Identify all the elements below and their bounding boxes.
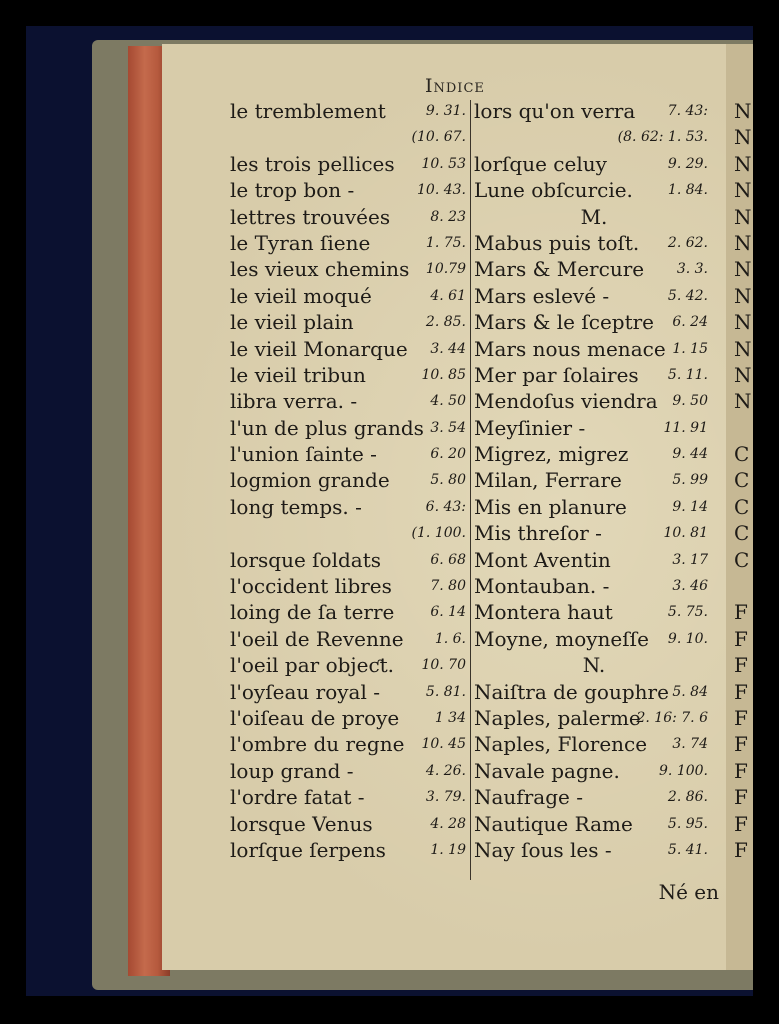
next-page-letter: N [734,362,752,387]
index-reference: 6. 20 [430,446,466,463]
next-page-letter: C [734,468,750,493]
index-entry [474,98,714,124]
index-term: lorſque ſerpens [230,837,386,862]
index-entry [474,731,714,757]
index-term: l'oiſeau de proye [230,705,400,730]
index-entry [230,177,472,203]
index-entry [474,336,714,362]
index-entry [230,731,472,757]
next-page-letter: N [734,336,752,361]
index-term: l'oeil de Revenne [230,626,404,651]
index-reference: 9. 100. [659,762,708,779]
index-term: le vieil moqué [230,283,372,308]
index-reference: 9. 14 [672,498,708,515]
index-term: Mars & le ſceptre [474,310,655,335]
index-reference: 10.79 [425,261,466,278]
index-entry [474,626,714,652]
index-term: les trois pellices [230,151,395,176]
index-term: Mars & Mercure [474,257,645,282]
index-term: Meyſinier - [474,415,586,440]
index-term: logmion grande [230,468,390,493]
index-term: Mabus puis toſt. [474,230,640,255]
index-entry [230,626,472,652]
index-reference: 6. 43: [425,498,466,515]
index-term: l'oeil par objeƈt. [230,653,395,678]
next-page-letter: N [734,151,752,176]
index-reference: 10. 43. [417,182,466,199]
index-reference: 4. 26. [425,762,466,779]
index-reference: 6. 14 [430,604,466,621]
index-entry [230,362,472,388]
index-term: le vieil tribun [230,362,366,387]
letter-heading: M. [580,204,608,229]
index-entry [230,494,472,520]
index-term: l'un de plus grands [230,415,424,440]
index-term: Lune obſcurcie. [474,178,633,203]
index-entry [230,547,472,573]
next-page-letter: N [734,178,752,203]
index-term: loup grand - [230,758,354,783]
index-entry [230,388,472,414]
index-term: Naiſtra de gouphre [474,679,669,704]
next-page-column [734,98,752,863]
index-term: Moyne, moyneſſe [474,626,649,651]
index-entry [474,441,714,467]
index-reference: 5. 95. [667,815,708,832]
index-reference: 5. 84 [672,683,708,700]
index-entry [474,758,714,784]
index-term: le Tyran ſiene [230,230,371,255]
index-reference: 9. 29. [667,155,708,172]
next-page-letter: F [734,785,748,810]
next-page-letter: N [734,257,752,282]
next-page-letter: F [734,837,748,862]
index-term: Naufrage - [474,785,583,810]
index-entry [474,811,714,837]
index-term: le vieil plain [230,310,354,335]
index-entry [230,441,472,467]
index-term: Mis en planure [474,494,627,519]
index-term: lors qu'on verra [474,99,636,123]
next-page-letter: N [734,230,752,255]
next-page-letter: F [734,626,748,651]
index-entry [474,705,714,731]
index-reference: 3. 3. [676,261,708,278]
next-page-letter: F [734,679,748,704]
index-term: l'oyſeau royal - [230,679,380,704]
index-entry [230,230,472,256]
index-entry [474,494,714,520]
index-entry [474,679,714,705]
index-reference: 5. 99 [672,472,708,489]
index-entry [474,415,714,441]
index-entry [230,124,472,150]
index-entry [474,204,714,230]
index-term: loing de ſa terre [230,600,395,625]
index-entry [474,652,714,678]
index-reference: 6. 24 [672,314,708,331]
index-term: Mars eslevé - [474,283,610,308]
index-entry [474,283,714,309]
index-reference: 4. 61 [430,287,466,304]
index-reference: 5. 41. [667,841,708,858]
index-reference: 5. 75. [667,604,708,621]
next-page-letter: C [734,442,750,467]
index-entry [474,151,714,177]
index-entry [474,388,714,414]
index-entry [474,124,714,150]
index-entry [474,309,714,335]
index-reference: 7. 43: [667,103,708,119]
index-entry [474,599,714,625]
index-reference: 7. 80 [430,578,466,595]
index-term: long temps. - [230,494,362,519]
index-term: Nay ſous les - [474,837,612,862]
index-reference: (1. 100. [411,525,466,542]
index-term: Mer par ſolaires [474,362,639,387]
index-reference: 5. 81. [425,683,466,700]
index-reference: 4. 28 [430,815,466,832]
index-entry [474,573,714,599]
next-page-letter: F [734,758,748,783]
index-term: Montauban. - [474,574,610,599]
index-term: l'union ſainte - [230,442,377,467]
index-reference: (8. 62: 1. 53. [617,129,708,146]
next-page-letter: F [734,705,748,730]
index-term: le vieil Monarque [230,336,408,361]
index-reference: 9. 31. [425,103,466,119]
index-entry [474,547,714,573]
index-entry [230,467,472,493]
index-reference: 2. 16: 7. 6 [636,709,708,726]
index-reference: 1. 19 [430,841,466,858]
index-reference: 2. 85. [425,314,466,331]
index-term: l'ordre fatat - [230,785,365,810]
index-reference: (10. 67. [411,129,466,146]
index-reference: 1 34 [434,709,466,726]
index-entry [230,98,472,124]
index-entry [474,256,714,282]
index-reference: 5. 11. [667,366,708,383]
index-term: Mont Aventin [474,547,611,572]
index-entry [230,652,472,678]
index-term: le tremblement [230,99,386,123]
index-term: l'occident libres [230,574,392,599]
index-entry [230,599,472,625]
index-reference: 1. 15 [672,340,708,357]
index-reference: 3. 74 [672,736,708,753]
next-page-letter: F [734,600,748,625]
index-entry [230,573,472,599]
index-reference: 2. 62. [667,234,708,251]
next-page-letter: C [734,494,750,519]
next-page-letter [734,415,752,441]
index-term: lettres trouvées [230,204,391,229]
index-entry [230,336,472,362]
letter-heading: N. [582,653,606,678]
index-entry [230,705,472,731]
index-term: Naples, Florence [474,732,648,757]
index-reference: 5. 42. [667,287,708,304]
index-entry [230,151,472,177]
index-entry [230,520,472,546]
index-entry [230,309,472,335]
index-reference: 9. 10. [667,630,708,647]
index-entry [230,415,472,441]
index-entry [230,256,472,282]
index-term: Milan, Ferrare [474,468,622,493]
index-reference: 10. 53 [421,155,466,172]
index-entry [474,230,714,256]
index-entry [474,837,714,863]
index-entry [230,204,472,230]
next-page-letter: N [734,389,752,414]
next-page-letter: N [734,204,752,229]
next-page-letter: N [734,125,752,150]
index-reference: 1. 6. [434,630,466,647]
index-term: lorsque ſoldats [230,547,382,572]
index-reference: 4. 50 [430,393,466,410]
index-reference: 10. 45 [421,736,466,753]
index-term: Mendoſus viendra [474,389,658,414]
next-page-letter: N [734,99,752,123]
index-reference: 1. 75. [425,234,466,251]
running-head: Indice [425,75,485,97]
index-term: lorſque celuy [474,151,607,176]
index-reference: 8. 23 [430,208,466,225]
next-page-letter [734,573,752,599]
index-reference: 3. 46 [672,578,708,595]
index-term: les vieux chemins [230,257,410,282]
index-entry [230,283,472,309]
index-term: Naples, palerme [474,705,641,730]
index-term: Nautique Rame [474,811,633,836]
index-term: libra verra. - [230,389,358,414]
index-term: Navale pagne. [474,758,620,783]
next-page-letter: F [734,732,748,757]
index-reference: 10. 85 [421,366,466,383]
index-entry [230,837,472,863]
next-page-letter: C [734,547,750,572]
index-reference: 6. 68 [430,551,466,568]
next-page-letter: F [734,653,748,678]
index-reference: 10. 81 [663,525,708,542]
catchword: Né en [658,880,719,904]
next-page-letter: F [734,811,748,836]
index-entry [474,467,714,493]
index-reference: 5. 80 [430,472,466,489]
index-column-right [474,98,714,863]
index-term: Migrez, migrez [474,442,629,467]
index-entry [230,784,472,810]
index-reference: 2. 86. [667,789,708,806]
index-term: le trop bon - [230,178,355,203]
index-entry [230,679,472,705]
index-reference: 3. 54 [430,419,466,436]
index-entry [474,177,714,203]
index-reference: 3. 17 [672,551,708,568]
index-entry [474,520,714,546]
index-reference: 3. 79. [425,789,466,806]
index-reference: 11. 91 [663,419,708,436]
index-term: lorsque Venus [230,811,373,836]
index-entry [474,784,714,810]
next-page-letter: N [734,283,752,308]
index-entry [474,362,714,388]
index-reference: 9. 50 [672,393,708,410]
index-entry [230,811,472,837]
index-term: Mis threſor - [474,521,602,546]
index-term: Mars nous menace [474,336,666,361]
index-reference: 1. 84. [667,182,708,199]
index-reference: 9. 44 [672,446,708,463]
next-page-letter: N [734,310,752,335]
index-term: l'ombre du regne [230,732,405,757]
next-page-letter: C [734,521,750,546]
index-reference: 3. 44 [430,340,466,357]
index-entry [230,758,472,784]
index-column-left [230,98,472,863]
index-reference: 10. 70 [421,657,466,674]
index-term: Montera haut [474,600,613,625]
